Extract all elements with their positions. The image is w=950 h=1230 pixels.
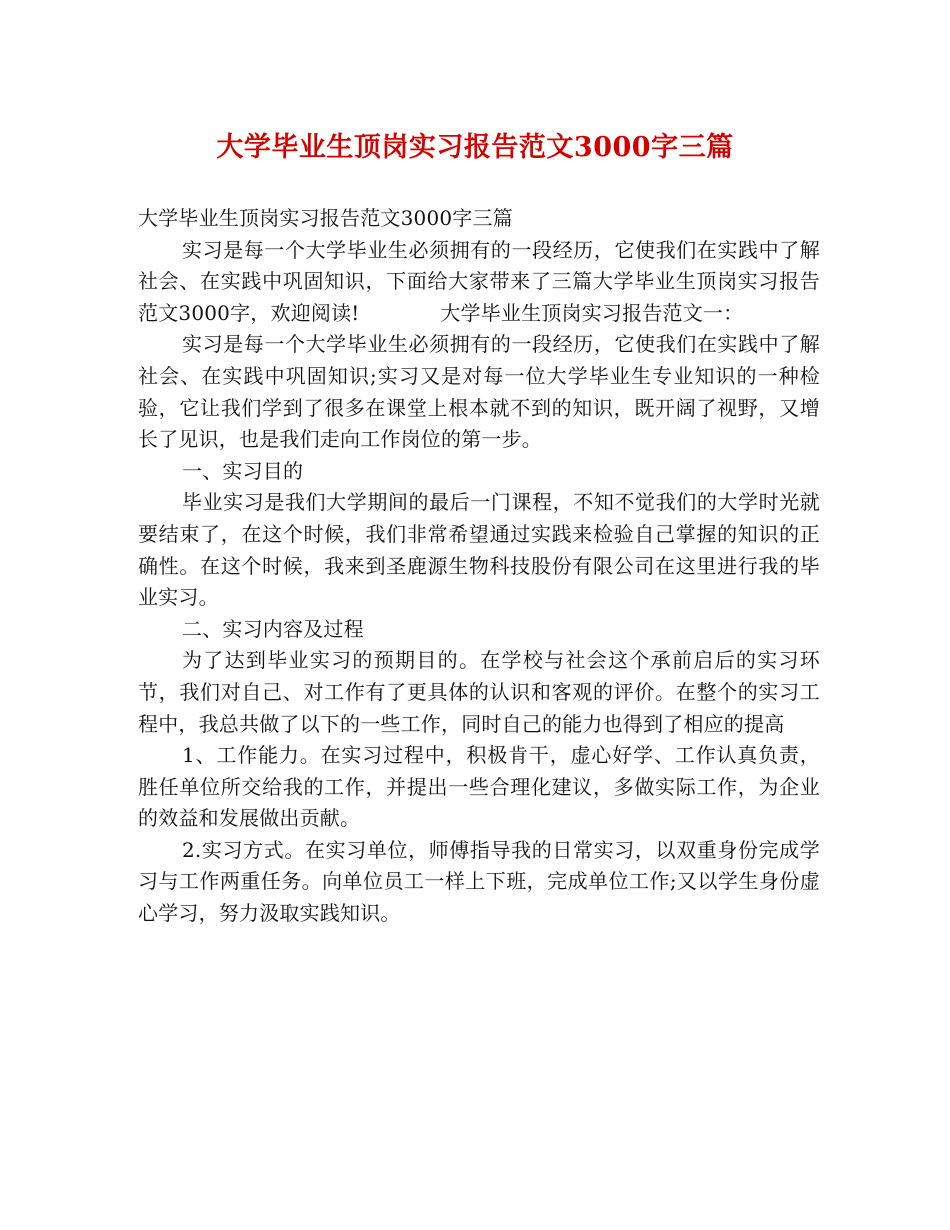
paragraph-purpose: 毕业实习是我们大学期间的最后一门课程，不知不觉我们的大学时光就要结束了，在这个时候，我们非常希望通过实践来检验自己掌握的知识的正确性。在这个时候，我来到圣鹿源生物科技股份有限公司在这里进行我的毕业实习。 (138, 490, 820, 610)
paragraph-intro: 实习是每一个大学毕业生必须拥有的一段经历，它使我们在实践中了解社会、在实践中巩固知识，下面给大家带来了三篇大学毕业生顶岗实习报告范文3000字，欢迎阅读! 大学毕业生顶岗实习报告范文一： (138, 237, 820, 325)
document-body (138, 203, 820, 930)
document-subtitle: 大学毕业生顶岗实习报告范文3000字三篇 (138, 206, 513, 230)
paragraph-internship-method: 2.实习方式。在实习单位，师傅指导我的日常实习，以双重身份完成学习与工作两重任务。向单位员工一样上下班，完成单位工作;又以学生身份虚心学习，努力汲取实践知识。 (138, 837, 820, 926)
paragraph-opening: 实习是每一个大学毕业生必须拥有的一段经历，它使我们在实践中了解社会、在实践中巩固知识;实习又是对每一位大学毕业生专业知识的一种检验，它让我们学到了很多在课堂上根本就不到的知识，既开阔了视野，又增长了见识，也是我们走向工作岗位的第一步。 (138, 332, 820, 452)
paragraph-content: 为了达到毕业实习的预期目的。在学校与社会这个承前启后的实习环节，我们对自己、对工作有了更具体的认识和客观的评价。在整个的实习工程中，我总共做了以下的一些工作，同时自己的能力也得到了相应的提高 (138, 648, 820, 736)
section-heading-purpose: 一、实习目的 (182, 458, 304, 483)
document-title: 大学毕业生顶岗实习报告范文3000字三篇 (216, 132, 734, 163)
section-heading-content: 二、实习内容及过程 (182, 616, 364, 641)
paragraph-work-ability: 1、工作能力。在实习过程中，积极肯干，虚心好学、工作认真负责，胜任单位所交给我的工作，并提出一些合理化建议，多做实际工作，为企业的效益和发展做出贡献。 (138, 743, 820, 831)
